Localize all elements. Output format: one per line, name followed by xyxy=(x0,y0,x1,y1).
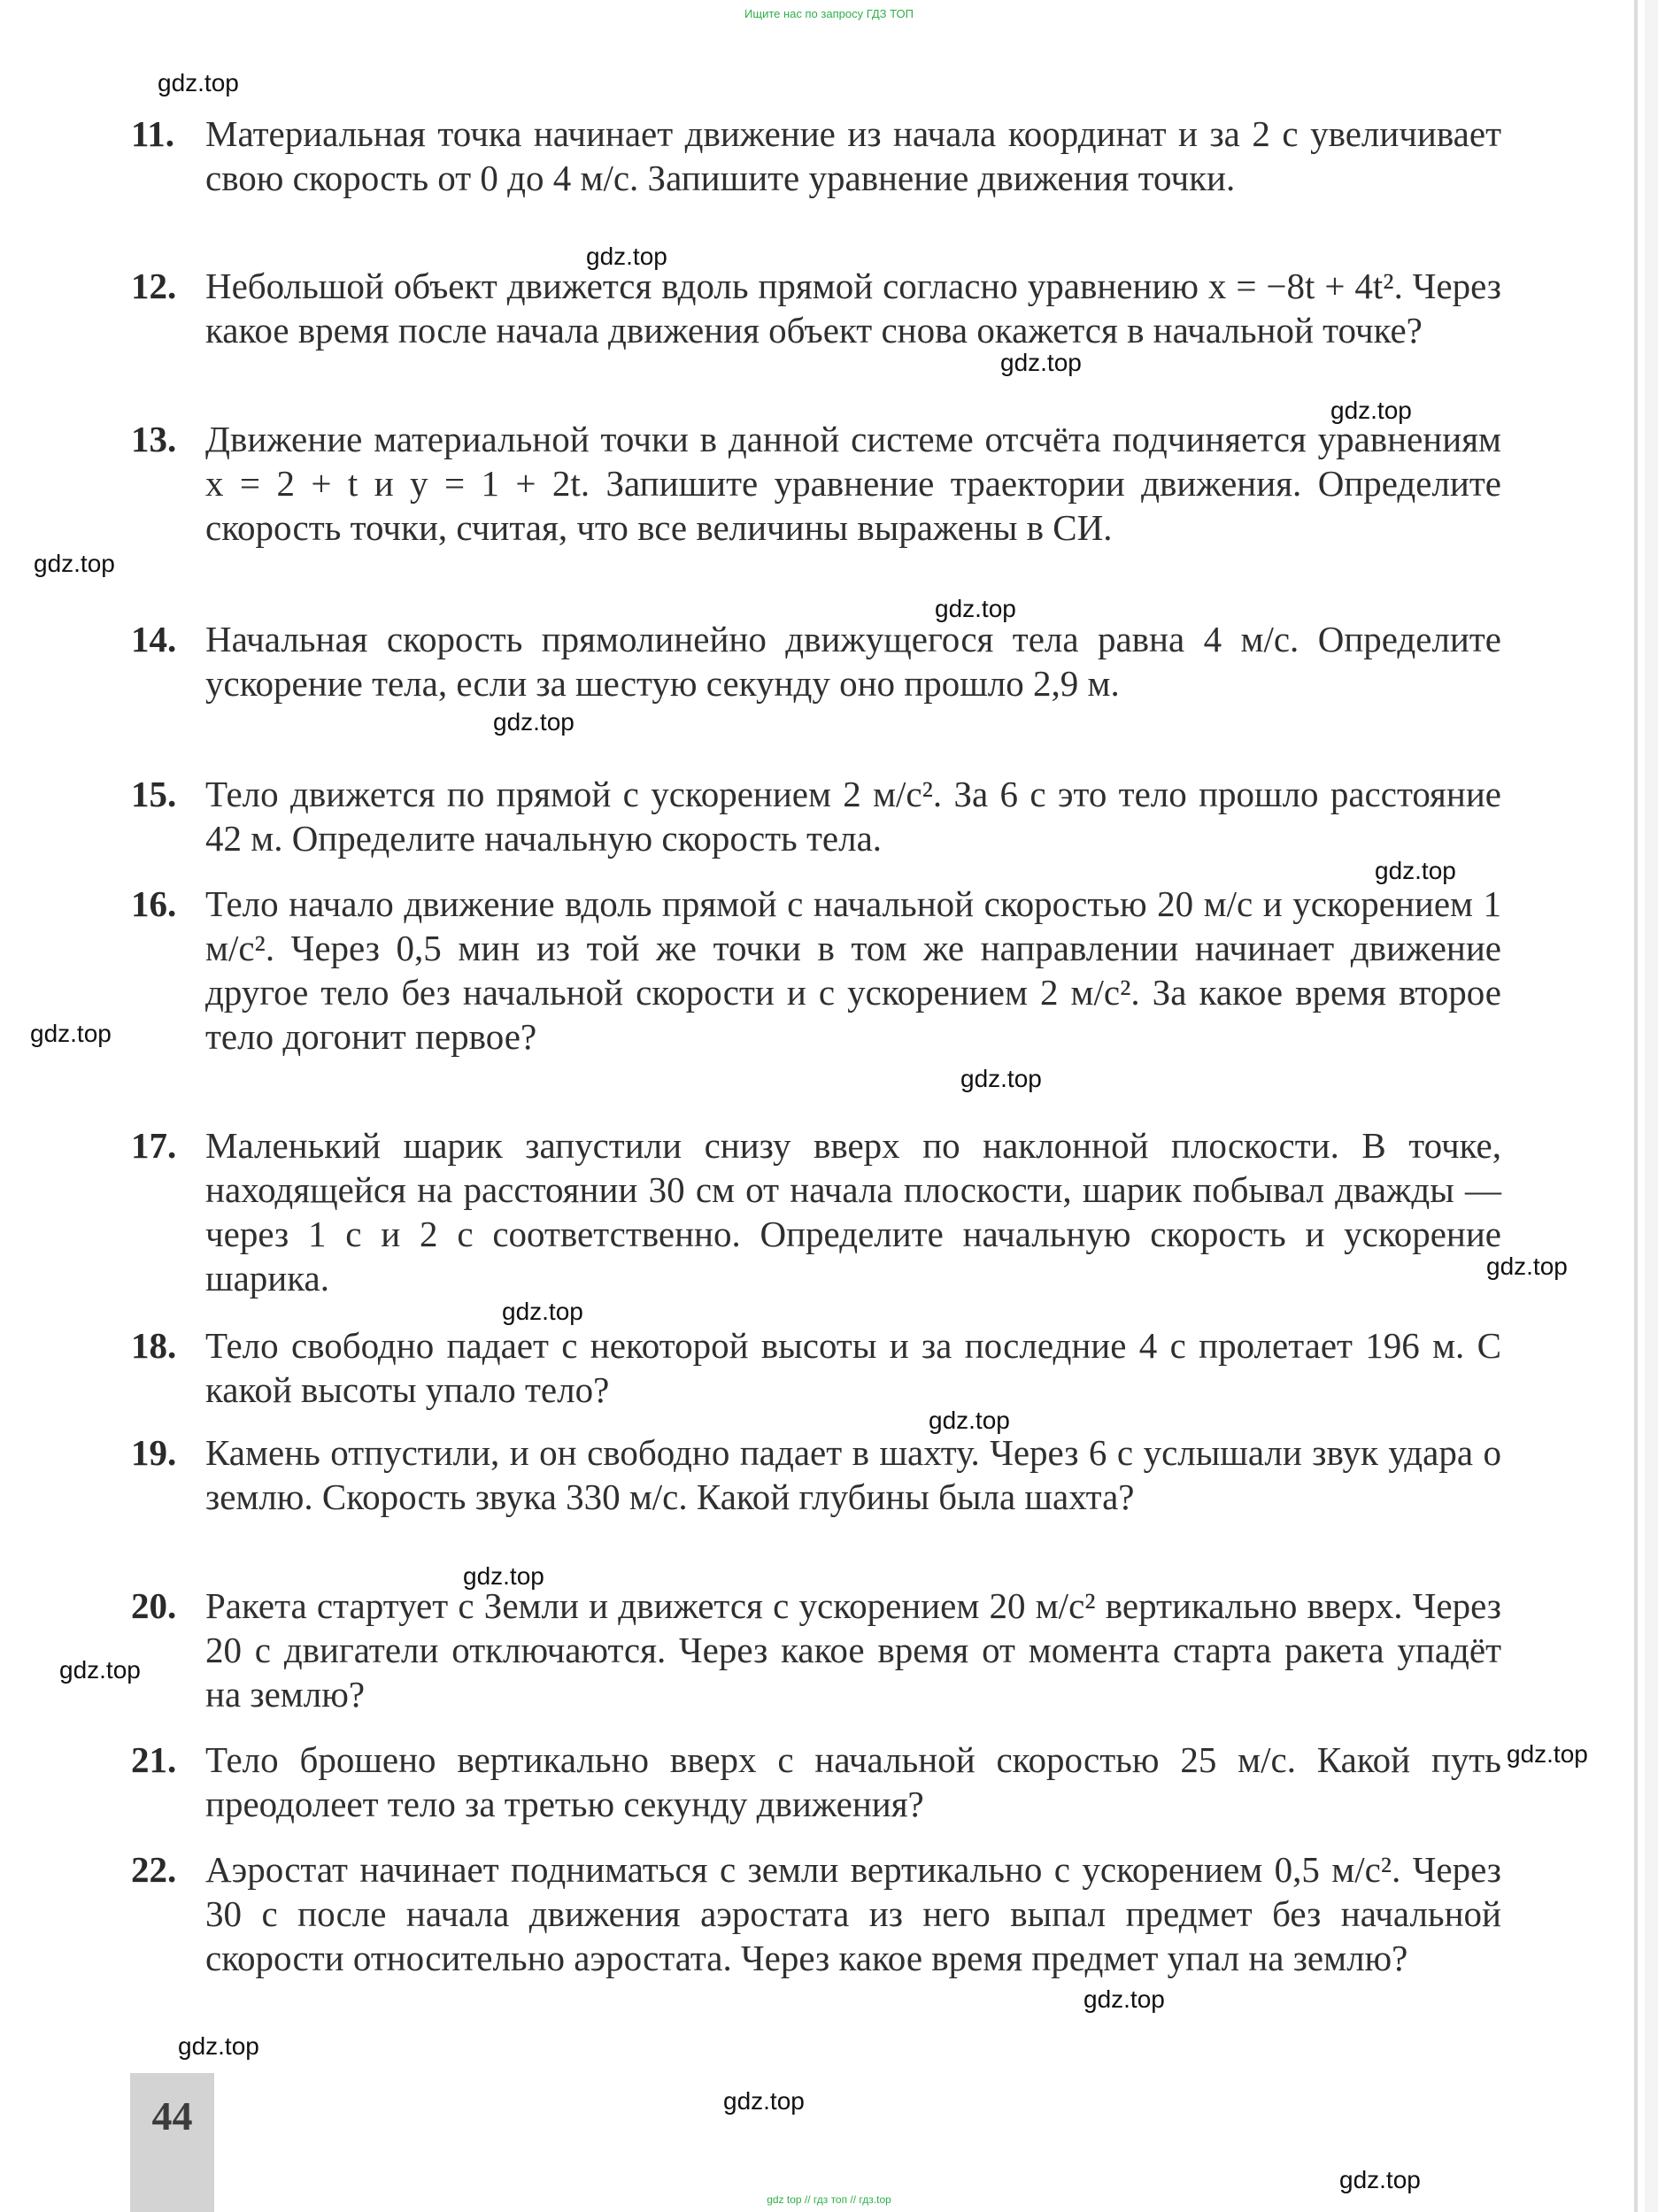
problem-text: Тело свободно падает с некоторой высоты и за последние 4 с пролетает 196 м. С какой высоты упало тело? xyxy=(205,1325,1501,1410)
problem-11 xyxy=(131,112,1501,200)
watermark: gdz.top xyxy=(59,1656,141,1684)
problem-text: Маленький шарик запустили снизу вверх по наклонной плоскости. В точке, находящейся на расстоянии 30 см от начала плоскости, шарик побывал дважды — через 1 с и 2 с соответственно. Определите начальную скорость и ускорение шарика. xyxy=(205,1125,1501,1299)
watermark: gdz.top xyxy=(178,2032,259,2060)
problem-text: Материальная точка начинает движение из начала координат и за 2 с увеличивает свою скорость от 0 до 4 м/с. Запишите уравнение движения точки. xyxy=(205,113,1501,198)
page-number-box xyxy=(130,2073,214,2212)
problem-21 xyxy=(131,1738,1501,1826)
problem-text: Начальная скорость прямолинейно движущегося тела равна 4 м/с. Определите ускорение тела, если за шестую секунду оно прошло 2,9 м. xyxy=(205,619,1501,704)
footer-note: gdz top // гдз топ // гдз.top xyxy=(767,2193,891,2206)
problem-12 xyxy=(131,264,1501,352)
problem-number: 13. xyxy=(131,419,177,459)
problem-number: 17. xyxy=(131,1125,177,1166)
problem-number: 16. xyxy=(131,883,177,924)
problem-text: Аэростат начинает подниматься с земли вертикально с ускорением 0,5 м/с². Через 30 с после начала движения аэростата из него выпал предмет без начальной скорости относительно аэростата. Через какое время предмет упал на землю? xyxy=(205,1849,1501,1978)
problem-number: 12. xyxy=(131,266,177,306)
watermark: gdz.top xyxy=(493,708,575,736)
problem-19 xyxy=(131,1430,1501,1519)
problem-text: Камень отпустили, и он свободно падает в шахту. Через 6 с услышали звук удара о землю. Скорость звука 330 м/с. Какой глубины была шахта? xyxy=(205,1432,1501,1517)
watermark: gdz.top xyxy=(1375,857,1456,884)
problem-text: Тело брошено вертикально вверх с начальной скоростью 25 м/с. Какой путь преодолеет тело за третью секунду движения? xyxy=(205,1739,1501,1824)
problem-number: 11. xyxy=(131,113,174,154)
watermark: gdz.top xyxy=(1339,2166,1421,2193)
problem-22 xyxy=(131,1847,1501,1980)
watermark: gdz.top xyxy=(1083,1985,1165,2013)
watermark: gdz.top xyxy=(929,1407,1010,1434)
problem-16 xyxy=(131,882,1501,1059)
problem-text: Тело начало движение вдоль прямой с начальной скоростью 20 м/с и ускорением 1 м/с². Через 0,5 мин из той же точки в том же направлении начинает движение другое тело без начальной скорости и с ускорением 2 м/с². За какое время второе тело догонит первое? xyxy=(205,883,1501,1057)
page-edge xyxy=(1634,0,1638,2212)
watermark: gdz.top xyxy=(723,2087,805,2115)
problem-number: 15. xyxy=(131,774,177,814)
watermark: gdz.top xyxy=(1507,1740,1588,1768)
problem-text: Ракета стартует с Земли и движется с ускорением 20 м/с² вертикально вверх. Через 20 с двигатели отключаются. Через какое время от момента старта ракета упадёт на землю? xyxy=(205,1585,1501,1715)
watermark: gdz.top xyxy=(1330,397,1412,424)
problem-number: 18. xyxy=(131,1325,177,1366)
problem-number: 22. xyxy=(131,1849,177,1890)
problem-number: 14. xyxy=(131,619,177,659)
watermark: gdz.top xyxy=(586,243,667,270)
problem-number: 21. xyxy=(131,1739,177,1780)
watermark: gdz.top xyxy=(960,1065,1042,1092)
problem-15 xyxy=(131,772,1501,860)
page-number: 44 xyxy=(151,2093,193,2139)
watermark: gdz.top xyxy=(935,595,1016,622)
problem-number: 19. xyxy=(131,1432,177,1473)
problem-14 xyxy=(131,617,1501,705)
problem-13 xyxy=(131,417,1501,550)
watermark: gdz.top xyxy=(34,550,115,577)
header-note: Ищите нас по запросу ГДЗ ТОП xyxy=(744,7,914,20)
watermark: gdz.top xyxy=(1000,349,1082,376)
watermark: gdz.top xyxy=(158,69,239,96)
watermark: gdz.top xyxy=(30,1020,112,1047)
problem-text: Тело движется по прямой с ускорением 2 м/с². За 6 с это тело прошло расстояние 42 м. Определите начальную скорость тела. xyxy=(205,774,1501,859)
problem-18 xyxy=(131,1323,1501,1412)
watermark: gdz.top xyxy=(502,1298,583,1325)
watermark: gdz.top xyxy=(1486,1252,1568,1280)
watermark: gdz.top xyxy=(463,1562,544,1590)
problem-17 xyxy=(131,1123,1501,1300)
page-edge-shadow xyxy=(1645,0,1658,2212)
problem-text: Небольшой объект движется вдоль прямой согласно уравнению x = −8t + 4t². Через какое время после начала движения объект снова окажется в начальной точке? xyxy=(205,266,1501,351)
problem-text: Движение материальной точки в данной системе отсчёта подчиняется уравнениям x = 2 + t и y = 1 + 2t. Запишите уравнение траектории движения. Определите скорость точки, считая, что все величины выражены в СИ. xyxy=(205,419,1501,548)
problem-20 xyxy=(131,1584,1501,1716)
problem-number: 20. xyxy=(131,1585,177,1626)
